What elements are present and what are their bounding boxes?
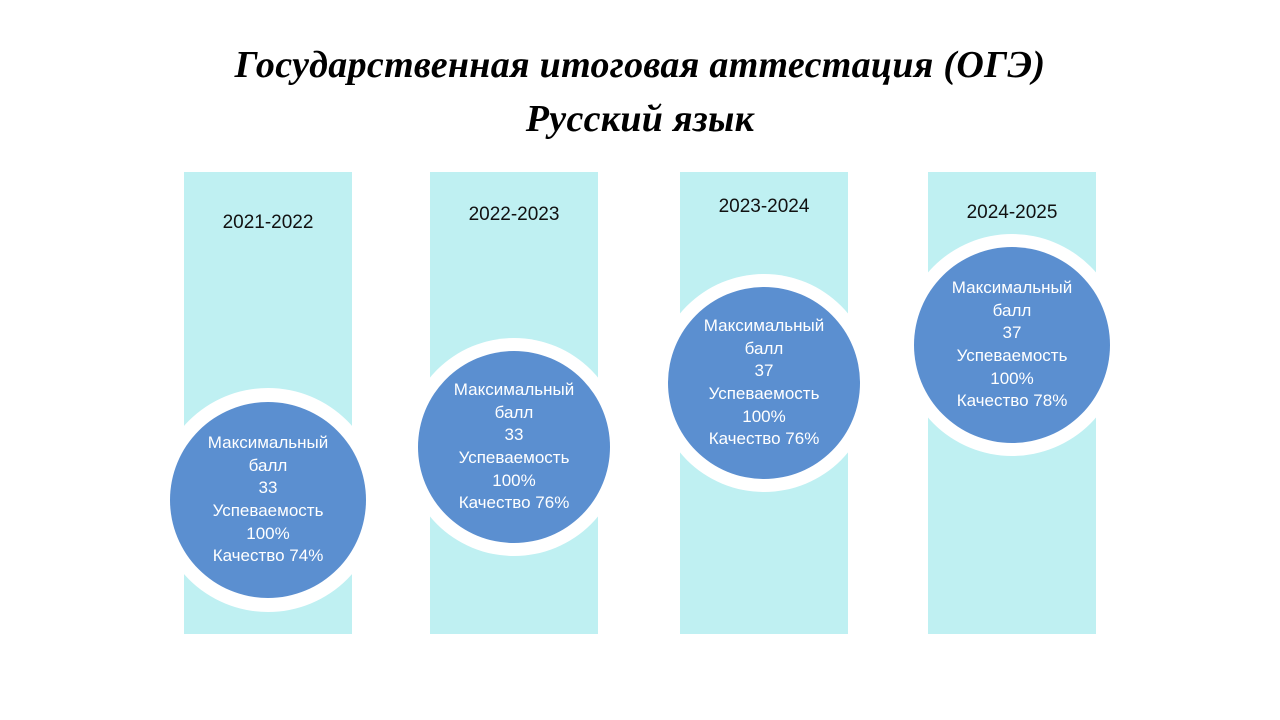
column-bubble-wrap: [655, 274, 873, 492]
bubble-line: Качество 76%: [458, 493, 570, 513]
bubble-line: Успеваемость: [956, 346, 1068, 365]
bubble-line: балл: [494, 402, 534, 422]
column-year-label: 2022-2023: [468, 204, 560, 225]
title-line-1: Государственная итоговая аттестация (ОГЭ): [234, 44, 1046, 86]
title-line-2: Русский язык: [525, 98, 755, 140]
column-bubble: [668, 287, 860, 479]
bubble-line: Успеваемость: [458, 448, 570, 467]
bubble-line: Качество 78%: [956, 391, 1068, 411]
bubble-line: Качество 76%: [708, 429, 820, 449]
column-year-label: 2024-2025: [966, 202, 1058, 223]
bubble-line: 33: [258, 478, 278, 498]
bubble-line: 100%: [990, 368, 1034, 388]
bubble-line: Максимальный: [703, 316, 825, 336]
column-bubble: [914, 247, 1110, 443]
bubble-line: Максимальный: [951, 278, 1073, 298]
column-bubble: [418, 351, 610, 543]
bubble-line: 33: [504, 425, 524, 445]
column-bubble: [170, 402, 366, 598]
bubble-line: 37: [754, 361, 774, 381]
bubble-line: балл: [248, 455, 288, 475]
column-year-label: 2023-2024: [718, 196, 810, 217]
bubble-line: 100%: [492, 470, 536, 490]
bubble-line: Успеваемость: [212, 501, 324, 520]
bubble-line: балл: [744, 338, 784, 358]
chart-columns: [0, 172, 1280, 642]
column-bubble-wrap: [901, 234, 1123, 456]
bubble-line: 100%: [742, 406, 786, 426]
bubble-line: 37: [1002, 323, 1022, 343]
bubble-line: Качество 74%: [212, 546, 324, 566]
bubble-line: 100%: [246, 523, 290, 543]
page-title: [0, 38, 1280, 146]
column-year-label: 2021-2022: [222, 212, 314, 233]
bubble-line: Успеваемость: [708, 384, 820, 403]
bubble-line: Максимальный: [453, 380, 575, 400]
column-bubble-wrap: [405, 338, 623, 556]
bubble-line: балл: [992, 300, 1032, 320]
column-bubble-wrap: [156, 388, 380, 612]
bubble-line: Максимальный: [207, 433, 329, 453]
